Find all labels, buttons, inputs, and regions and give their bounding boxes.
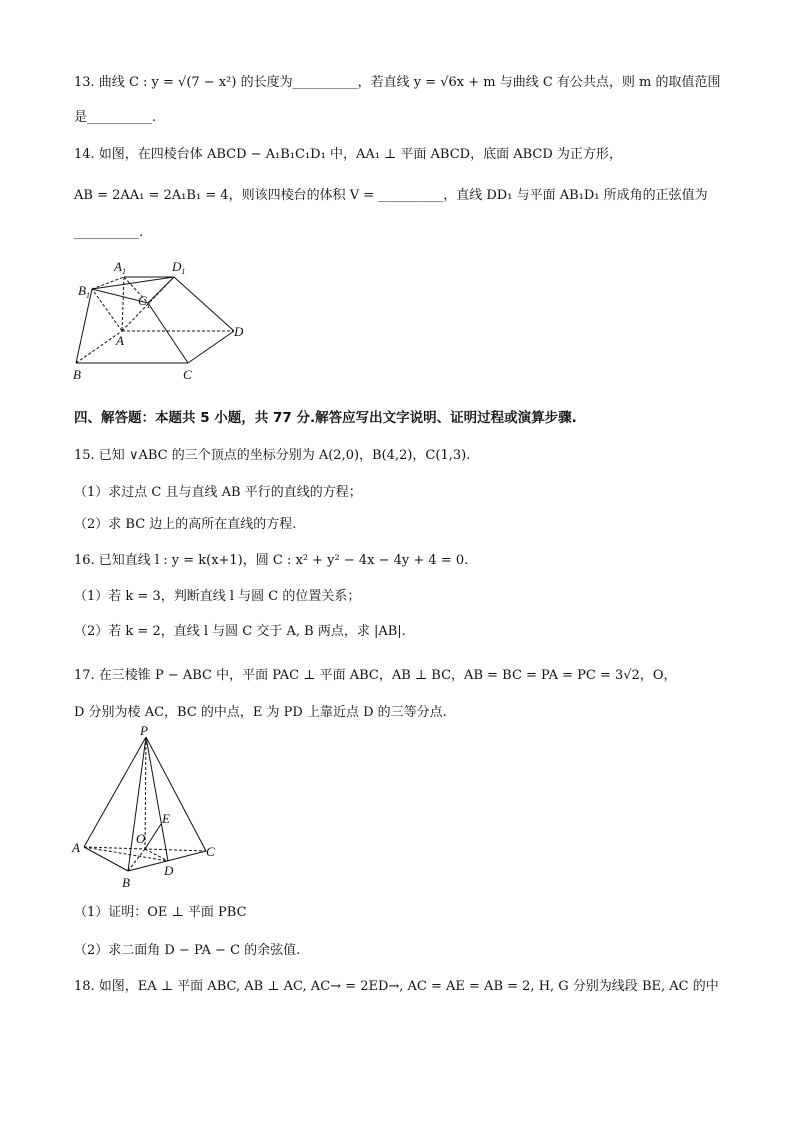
q15-part1: （1）求过点 C 且与直线 AB 平行的直线的方程； — [74, 485, 362, 500]
fig17-label-D: D — [164, 863, 174, 878]
q17-part1: （1）证明：OE ⊥ 平面 PBC — [74, 905, 247, 920]
q17-part2: （2）求二面角 D − PA − C 的余弦值. — [74, 943, 301, 958]
fig14-label-B: B — [73, 367, 81, 382]
q15-stem: 15. 已知 ∨ABC 的三个顶点的坐标分别为 A(2,0)，B(4,2)，C(1,3). — [74, 448, 471, 463]
fig17-label-E: E — [162, 811, 170, 826]
q17-line1: 17. 在三棱锥 P − ABC 中，平面 PAC ⊥ 平面 ABC，AB ⊥ BC，AB = BC = PA = PC = 3√2，O， — [74, 668, 677, 683]
tetrahedron-figure — [68, 723, 228, 895]
section-4-title: 四、解答题：本题共 5 小题，共 77 分.解答应写出文字说明、证明过程或演算步骤. — [74, 410, 577, 426]
fig14-label-A1: $A_1$ — [114, 259, 126, 276]
q17-line2: D 分别为棱 AC，BC 的中点，E 为 PD 上靠近点 D 的三等分点. — [74, 705, 447, 720]
q13-line2: 是__________. — [74, 110, 157, 125]
fig14-label-C: C — [183, 367, 192, 382]
fig17-label-O: O — [136, 831, 146, 846]
fig14-label-B1: $B_1$ — [78, 283, 90, 300]
fig17-label-A: A — [72, 840, 80, 855]
q16-part2: （2）若 k = 2，直线 l 与圆 C 交于 A, B 两点，求 |AB|. — [74, 624, 406, 639]
fig14-label-D1: $D_1$ — [172, 259, 186, 276]
q16-part1: （1）若 k = 3，判断直线 l 与圆 C 的位置关系； — [74, 589, 361, 604]
q14-line3: __________. — [74, 225, 144, 240]
fig14-label-A: A — [116, 333, 124, 348]
fig17-label-B: B — [122, 875, 130, 890]
q16-stem: 16. 已知直线 l : y = k(x+1)，圆 C : x² + y² − 4x − 4y + 4 = 0. — [74, 553, 469, 568]
q13-line1: 13. 曲线 C : y = √(7 − x²) 的长度为__________，若直线 y = √6x + m 与曲线 C 有公共点，则 m 的取值范围 — [74, 75, 721, 90]
fig14-label-C1: $C_1$ — [138, 293, 151, 310]
q14-line2: AB = 2AA₁ = 2A₁B₁ = 4，则该四棱台的体积 V = __________，直线 DD₁ 与平面 AB₁D₁ 所成角的正弦值为 — [74, 188, 708, 203]
q14-line1: 14. 如图，在四棱台体 ABCD − A₁B₁C₁D₁ 中，AA₁ ⊥ 平面 ABCD，底面 ABCD 为正方形， — [74, 147, 622, 162]
fig14-label-D: D — [234, 324, 244, 339]
q18-line1: 18. 如图，EA ⊥ 平面 ABC, AB ⊥ AC, AC→ = 2ED→, AC = AE = AB = 2, H, G 分别为线段 BE, AC 的中 — [74, 979, 719, 994]
fig17-label-P: P — [140, 723, 148, 738]
fig17-label-C: C — [206, 844, 215, 859]
frustum-figure — [70, 255, 260, 390]
q15-part2: （2）求 BC 边上的高所在直线的方程. — [74, 517, 297, 532]
